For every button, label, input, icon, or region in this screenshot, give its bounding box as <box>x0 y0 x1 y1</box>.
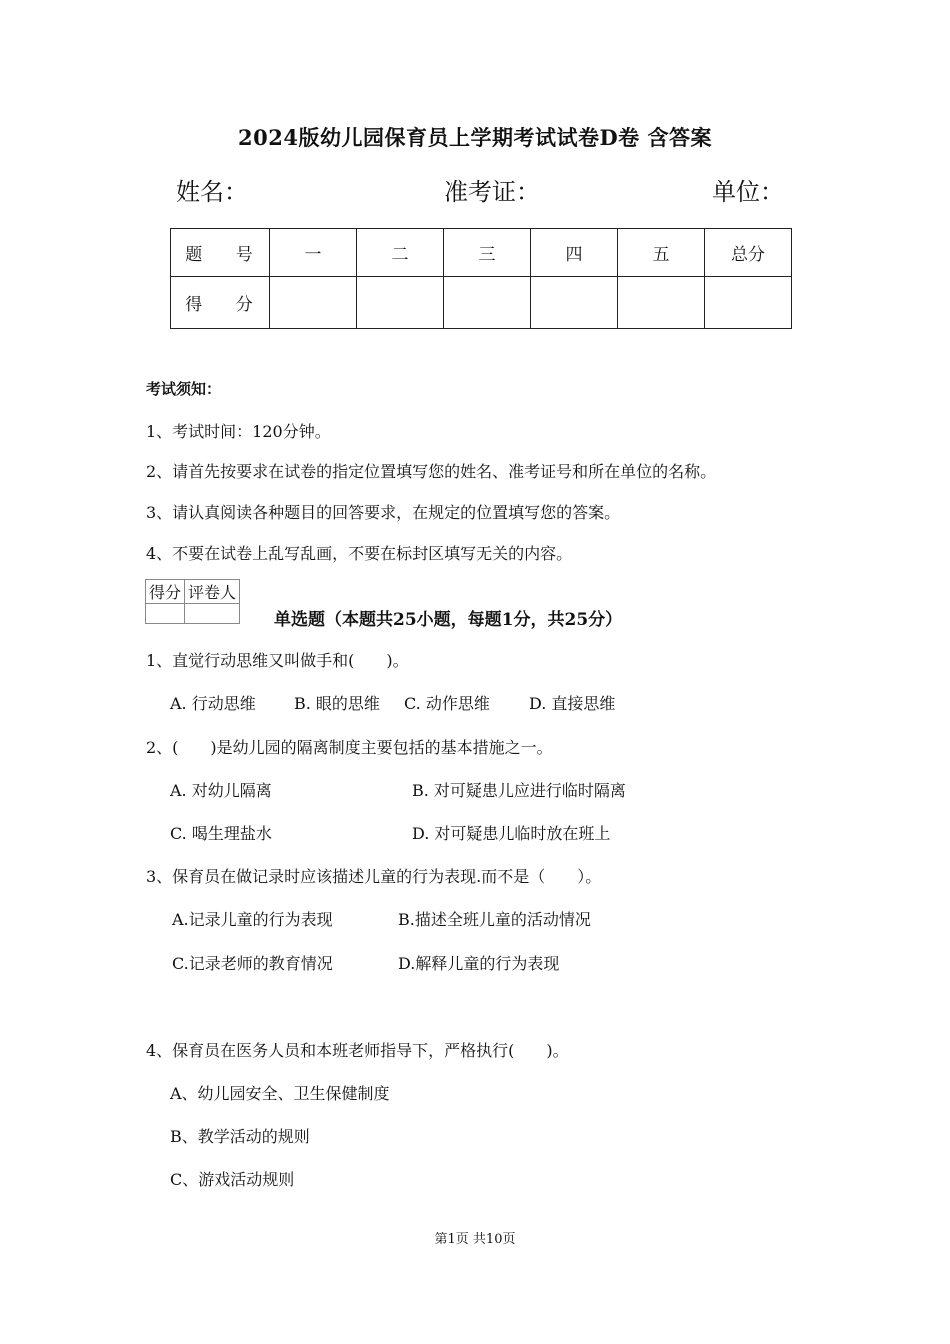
score-table <box>170 228 792 329</box>
option: B. 眼的思维 <box>294 694 380 713</box>
score-cell <box>444 277 531 329</box>
section-title: 单选题（本题共25小题，每题1分，共25分） <box>274 610 623 630</box>
option: D. 直接思维 <box>529 694 616 713</box>
grader-name-cell <box>185 604 240 624</box>
score-cell <box>531 277 618 329</box>
score-cell <box>270 277 357 329</box>
option: C. 动作思维 <box>404 694 490 713</box>
notice-item: 2、请首先按要求在试卷的指定位置填写您的姓名、准考证号和所在单位的名称。 <box>146 462 717 481</box>
grader-name-label: 评卷人 <box>185 580 240 604</box>
option: A. 对幼儿隔离 <box>170 781 272 800</box>
option: B. 对可疑患儿应进行临时隔离 <box>412 781 626 800</box>
question-stem: 4、保育员在医务人员和本班老师指导下，严格执行( )。 <box>146 1041 569 1060</box>
grader-score-label: 得分 <box>146 580 185 604</box>
page-footer: 第1页 共10页 <box>434 1232 516 1247</box>
option: A、幼儿园安全、卫生保健制度 <box>170 1084 390 1103</box>
column-cell: 总分 <box>705 229 792 277</box>
score-cell <box>357 277 444 329</box>
question-stem: 3、保育员在做记录时应该描述儿童的行为表现.而不是（ ）。 <box>146 867 602 886</box>
page-title: 2024版幼儿园保育员上学期考试试卷D卷 含答案 <box>238 125 712 150</box>
column-cell: 三 <box>444 229 531 277</box>
notice-item: 3、请认真阅读各种题目的回答要求，在规定的位置填写您的答案。 <box>146 503 621 522</box>
column-cell: 五 <box>618 229 705 277</box>
option: B、教学活动的规则 <box>170 1127 310 1146</box>
column-cell: 四 <box>531 229 618 277</box>
notice-item: 4、不要在试卷上乱写乱画，不要在标封区填写无关的内容。 <box>146 544 573 563</box>
name-field-label: 姓名： <box>176 178 248 206</box>
row-label-cell: 得 分 <box>171 277 270 329</box>
option: A. 行动思维 <box>170 694 256 713</box>
unit-field-label: 单位： <box>712 178 784 206</box>
question-stem: 2、( )是幼儿园的隔离制度主要包括的基本措施之一。 <box>146 738 553 757</box>
column-cell: 二 <box>357 229 444 277</box>
option: D. 对可疑患儿临时放在班上 <box>412 824 611 843</box>
score-cell <box>618 277 705 329</box>
option: A.记录儿童的行为表现 <box>172 910 333 929</box>
option: B.描述全班儿童的活动情况 <box>398 910 591 929</box>
grader-box <box>145 579 240 624</box>
grader-score-cell <box>146 604 185 624</box>
score-table-header-row <box>171 229 792 277</box>
notice-item: 1、考试时间：120分钟。 <box>146 422 331 441</box>
score-table-score-row <box>171 277 792 329</box>
question-stem: 1、直觉行动思维又叫做手和( )。 <box>146 651 409 670</box>
option: C.记录老师的教育情况 <box>172 954 333 973</box>
exam-id-field-label: 准考证： <box>444 178 540 206</box>
option: C、游戏活动规则 <box>170 1170 295 1189</box>
header-label-cell: 题 号 <box>171 229 270 277</box>
column-cell: 一 <box>270 229 357 277</box>
option: C. 喝生理盐水 <box>170 824 272 843</box>
option: D.解释儿童的行为表现 <box>398 954 560 973</box>
notice-heading: 考试须知： <box>146 380 222 398</box>
score-cell <box>705 277 792 329</box>
